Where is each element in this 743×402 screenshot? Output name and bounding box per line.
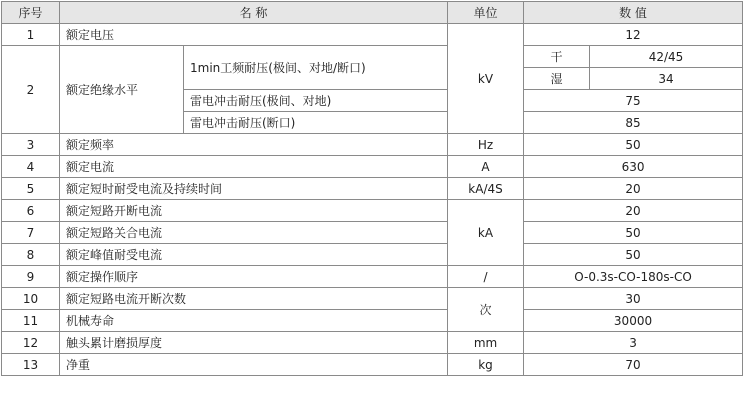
wet-label: 湿 <box>524 68 590 90</box>
dry-value: 42/45 <box>590 46 743 68</box>
row-unit: mm <box>448 332 524 354</box>
wet-value: 34 <box>590 68 743 90</box>
row-value: 50 <box>524 134 743 156</box>
sub-item-power-frequency: 1min工频耐压(极间、对地/断口) <box>184 46 448 90</box>
row-value: 75 <box>524 90 743 112</box>
row-name: 额定峰值耐受电流 <box>60 244 448 266</box>
row-value: 70 <box>524 354 743 376</box>
table-row <box>2 24 743 46</box>
row-name: 额定频率 <box>60 134 448 156</box>
row-name: 额定短路开断电流 <box>60 200 448 222</box>
row-value: 20 <box>524 200 743 222</box>
row-value: 30 <box>524 288 743 310</box>
row-value: 50 <box>524 222 743 244</box>
dry-label: 干 <box>524 46 590 68</box>
row-value: O-0.3s-CO-180s-CO <box>524 266 743 288</box>
row-value: 50 <box>524 244 743 266</box>
row-unit: kg <box>448 354 524 376</box>
row-name: 触头累计磨损厚度 <box>60 332 448 354</box>
unit-ci-cell: 次 <box>448 288 524 332</box>
row-unit: / <box>448 266 524 288</box>
row-no: 1 <box>2 24 60 46</box>
table-row <box>2 156 743 178</box>
row-name: 额定短路关合电流 <box>60 222 448 244</box>
row-no: 10 <box>2 288 60 310</box>
spec-table <box>1 1 743 376</box>
row-value: 630 <box>524 156 743 178</box>
row-no: 2 <box>2 46 60 134</box>
row-value: 12 <box>524 24 743 46</box>
row-no: 4 <box>2 156 60 178</box>
header-name: 名 称 <box>60 2 448 24</box>
header-unit: 单位 <box>448 2 524 24</box>
row-name: 额定短时耐受电流及持续时间 <box>60 178 448 200</box>
table-row <box>2 354 743 376</box>
header-row <box>2 2 743 24</box>
table-row <box>2 332 743 354</box>
row-no: 12 <box>2 332 60 354</box>
row-unit: kA/4S <box>448 178 524 200</box>
table-row <box>2 310 743 332</box>
row-value: 3 <box>524 332 743 354</box>
unit-ka-cell: kA <box>448 200 524 266</box>
table-row <box>2 288 743 310</box>
header-no: 序号 <box>2 2 60 24</box>
row-no: 8 <box>2 244 60 266</box>
row-name: 净重 <box>60 354 448 376</box>
row-no: 7 <box>2 222 60 244</box>
row-value: 85 <box>524 112 743 134</box>
row-name: 机械寿命 <box>60 310 448 332</box>
row-no: 9 <box>2 266 60 288</box>
table-row <box>2 222 743 244</box>
row-no: 6 <box>2 200 60 222</box>
row-name: 额定电流 <box>60 156 448 178</box>
row-name: 额定操作顺序 <box>60 266 448 288</box>
table-row <box>2 46 743 68</box>
row-unit: A <box>448 156 524 178</box>
table-row <box>2 178 743 200</box>
sub-item-lightning-phase: 雷电冲击耐压(极间、对地) <box>184 90 448 112</box>
header-value: 数 值 <box>524 2 743 24</box>
row-no: 11 <box>2 310 60 332</box>
row-no: 5 <box>2 178 60 200</box>
row-no: 3 <box>2 134 60 156</box>
row-name: 额定电压 <box>60 24 448 46</box>
table-row <box>2 134 743 156</box>
row-name: 额定短路电流开断次数 <box>60 288 448 310</box>
row-value: 20 <box>524 178 743 200</box>
table-row <box>2 244 743 266</box>
row-value: 30000 <box>524 310 743 332</box>
table-row <box>2 200 743 222</box>
row-no: 13 <box>2 354 60 376</box>
row-unit: Hz <box>448 134 524 156</box>
unit-kv-cell: kV <box>448 24 524 134</box>
row-name: 额定绝缘水平 <box>60 46 184 134</box>
sub-item-lightning-break: 雷电冲击耐压(断口) <box>184 112 448 134</box>
table-row <box>2 266 743 288</box>
